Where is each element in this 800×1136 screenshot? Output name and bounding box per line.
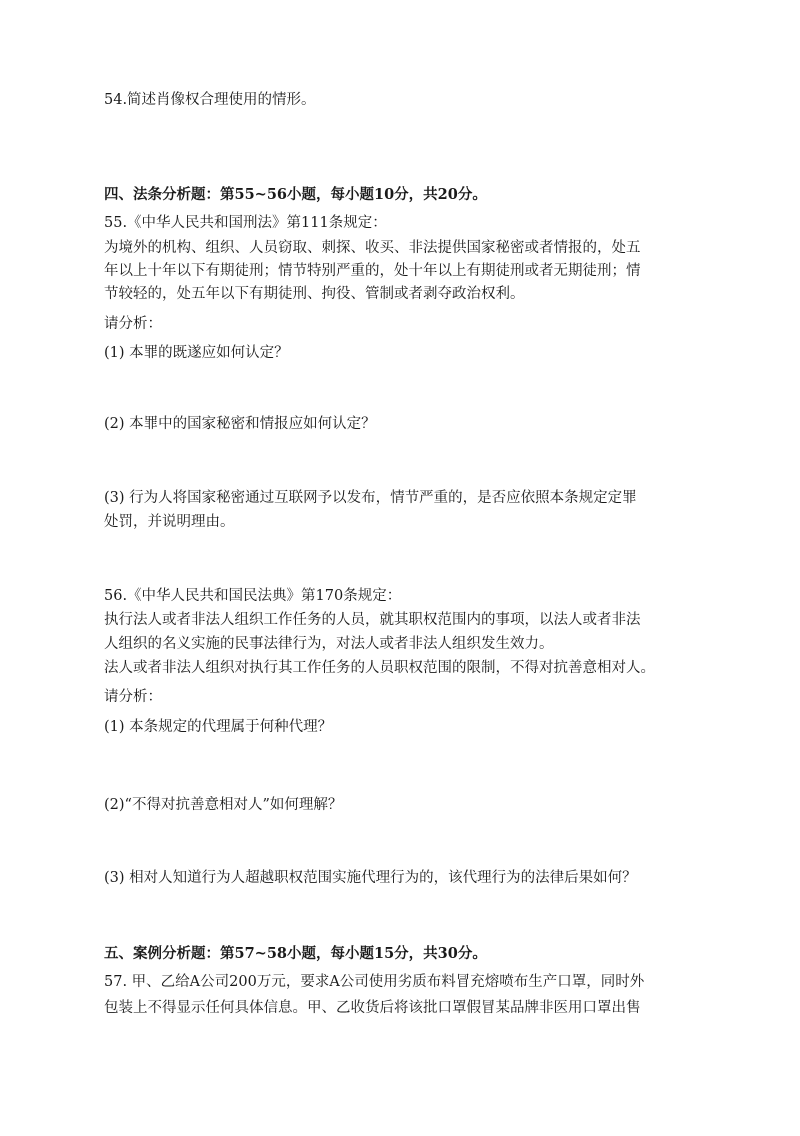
question-55-sub-2: (2) 本罪中的国家秘密和情报应如何认定？ (104, 416, 376, 432)
question-57-text-line: 57. 甲、乙给A公司200万元，要求A公司使用劣质布料冒充熔喷布生产口罩，同时外 (104, 974, 645, 990)
question-55-prompt: 请分析： (104, 316, 162, 332)
question-55-text-line: 节较轻的，处五年以下有期徒刑、拘役、管制或者剥夺政治权利。 (104, 286, 525, 302)
question-57-text-line: 包装上不得显示任何具体信息。甲、乙收货后将该批口罩假冒某品牌非医用口罩出售 (104, 1000, 641, 1016)
question-56-title: 56.《中华人民共和国民法典》第170条规定： (104, 588, 402, 604)
question-55-sub-1: (1) 本罪的既遂应如何认定？ (104, 345, 289, 361)
question-56-sub-2: (2)“不得对抗善意相对人”如何理解？ (104, 797, 343, 813)
question-56-text-line: 法人或者非法人组织对执行其工作任务的人员职权范围的限制，不得对抗善意相对人。 (104, 660, 655, 676)
question-55-text-line: 年以上十年以下有期徒刑；情节特别严重的，处十年以上有期徒刑或者无期徒刑；情 (104, 263, 641, 279)
question-56-prompt: 请分析： (104, 689, 162, 705)
question-55-title: 55.《中华人民共和国刑法》第111条规定： (104, 215, 387, 231)
section-4-heading: 四、法条分析题：第55~56小题，每小题10分，共20分。 (104, 186, 487, 203)
question-56-text-line: 执行法人或者非法人组织工作任务的人员，就其职权范围内的事项，以法人或者非法 (104, 612, 641, 628)
question-55-sub-3-cont: 处罚，并说明理由。 (104, 514, 235, 530)
question-54: 54.简述肖像权合理使用的情形。 (104, 92, 316, 108)
question-56-sub-3: (3) 相对人知道行为人超越职权范围实施代理行为的，该代理行为的法律后果如何？ (104, 870, 637, 886)
question-55-sub-3: (3) 行为人将国家秘密通过互联网予以发布，情节严重的，是否应依照本条规定定罪 (104, 490, 637, 506)
section-5-heading: 五、案例分析题：第57~58小题，每小题15分，共30分。 (104, 945, 487, 962)
question-55-text-line: 为境外的机构、组织、人员窃取、刺探、收买、非法提供国家秘密或者情报的，处五 (104, 240, 641, 256)
question-56-sub-1: (1) 本条规定的代理属于何种代理？ (104, 719, 333, 735)
question-56-text-line: 人组织的名义实施的民事法律行为，对法人或者非法人组织发生效力。 (104, 636, 554, 652)
